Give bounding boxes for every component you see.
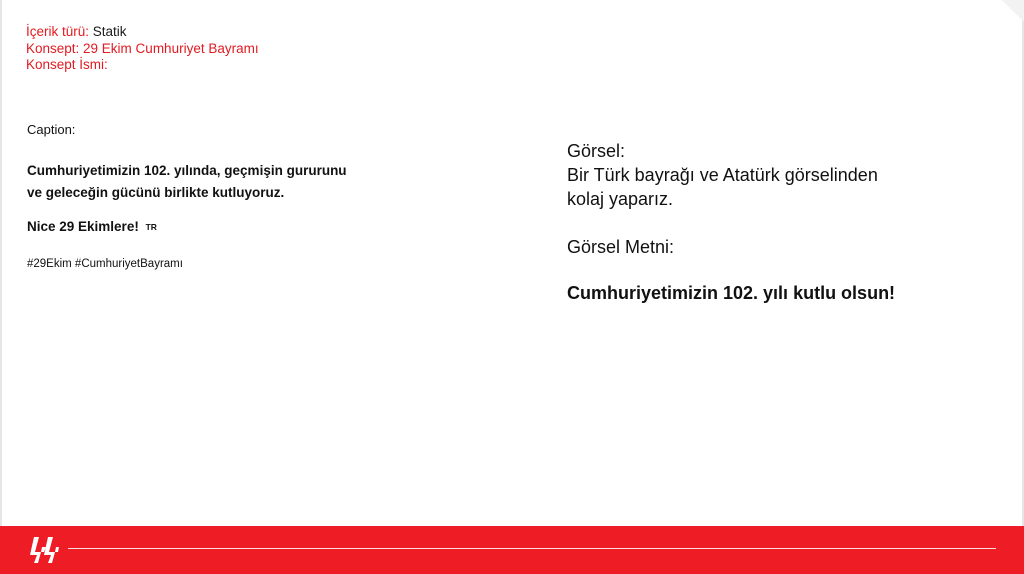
brand-44-logo-icon [28,535,60,565]
content-type-value: Statik [92,24,127,39]
slide-border-left [0,0,2,526]
visual-text-label: Görsel Metni: [567,237,675,257]
visual-description: Bir Türk bayrağı ve Atatürk görselinden kolaj yaparız. [567,165,878,209]
corner-fold [1002,0,1024,22]
visual-text: Cumhuriyetimizin 102. yılı kutlu olsun! [567,283,896,303]
content-type-row [26,24,259,41]
slide-header [26,24,259,74]
concept-label: Konsept: 29 Ekim Cumhuriyet Bayramı [26,40,259,56]
caption-section [27,122,347,272]
content-type-label: İçerik türü: [26,24,90,39]
caption-closing-row [27,218,347,236]
caption-body: Cumhuriyetimizin 102. yılında, geçmişin gururunu ve geleceğin gücünü birlikte kutluyoruz. [27,163,347,200]
turkey-flag-tag: TR [145,222,157,232]
visual-section [567,139,907,305]
visual-label: Görsel: [567,141,626,161]
caption-closing: Nice 29 Ekimlere! [27,219,139,234]
concept-name-label: Konsept İsmi: [26,57,108,72]
footer-divider [68,548,996,549]
caption-label: Caption: [27,122,76,137]
footer-bar [0,526,1024,574]
caption-hashtags: #29Ekim #CumhuriyetBayramı [27,258,183,270]
